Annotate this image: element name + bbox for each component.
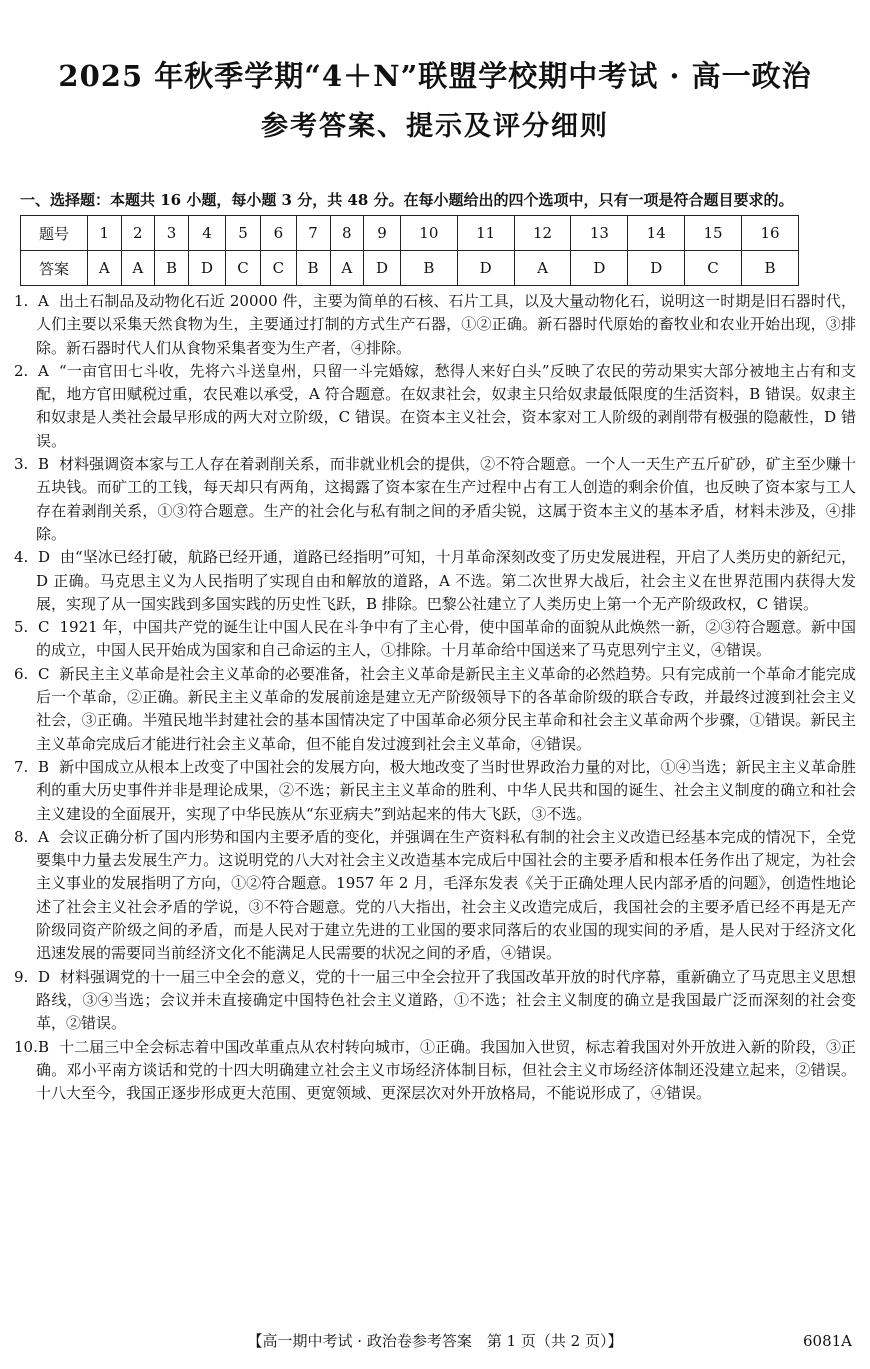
row-label-answer: 答案 [21,251,88,286]
item-text: 由“坚冰已经打破，航路已经开通，道路已经指明”可知，十月革命深刻改变了历史发展进程，开启了人类历史的新纪元，D 正确。马克思主义为人民指明了实现自由和解放的道路，A 不选。第二次世界大战后，社会主义在世界范围内获得大发展，实现了从一国实践到多国实践的历史性飞跃，B 排除。巴黎公社建立了人类历史上第一个无产阶级政权，C 错误。 [36,548,856,613]
item-answer: A [38,292,49,310]
table-cell-answer: C [261,251,296,286]
explanation-item [14,453,856,546]
document-code: 6081A [802,1332,852,1350]
explanation-item [14,616,856,663]
table-cell-answer: D [457,251,514,286]
table-cell-number: 16 [741,216,798,251]
table-cell-number: 3 [155,216,189,251]
table-cell-answer: B [155,251,189,286]
item-answer: A [38,827,49,846]
table-cell-answer: A [88,251,122,286]
table-cell-answer: B [400,251,457,286]
item-number: 5. [14,618,29,637]
answer-table [20,215,799,286]
table-cell-number: 10 [400,216,457,251]
item-answer: B [38,1037,50,1056]
table-cell-number: 5 [225,216,260,251]
section-heading: 一、选择题：本题共 16 小题，每小题 3 分，共 48 分。在每小题给出的四个选项中，只有一项是符合题目要求的。 [20,191,794,209]
table-cell-answer: C [685,251,742,286]
answer-table-answer-row [21,251,799,286]
explanation-item [14,546,856,616]
item-answer: D [38,548,51,567]
table-cell-number: 9 [364,216,401,251]
row-label-number: 题号 [21,216,88,251]
explanation-list [14,290,856,1105]
explanation-item [14,360,856,453]
page-footer: 【高一期中考试 · 政治卷参考答案 第 1 页（共 2 页）】 [247,1332,623,1350]
item-text: 1921 年，中国共产党的诞生让中国人民在斗争中有了主心骨，使中国革命的面貌从此焕然一新，②③符合题意。新中国的成立，中国人民开始成为国家和自己命运的主人，①排除。十月革命给中国送来了马克思列宁主义，④错误。 [36,618,856,660]
table-cell-number: 8 [330,216,364,251]
table-cell-number: 14 [628,216,685,251]
table-cell-answer: D [628,251,685,286]
table-cell-answer: B [296,251,330,286]
table-cell-number: 11 [457,216,514,251]
item-number: 10. [14,1037,38,1056]
explanation-item [14,1036,856,1106]
answer-table-number-row [21,216,799,251]
item-text: “一亩官田七斗收，先将六斗送皇州，只留一斗完婚嫁，愁得人来好白头”反映了农民的劳动果实大部分被地主占有和支配，地方官田赋税过重，农民难以承受，A 符合题意。在奴隶社会，奴隶主只给奴隶最低限度的生活资料，B 错误。奴隶主和奴隶是人类社会最早形成的两大对立阶级，C 错误。在资本主义社会，资本家对工人阶级的剥削带有极强的隐蔽性，D 错误。 [36,361,856,450]
table-cell-number: 12 [514,216,571,251]
table-cell-number: 1 [88,216,122,251]
table-cell-number: 7 [296,216,330,251]
explanation-item [14,826,856,966]
item-text: 材料强调资本家与工人存在着剥削关系，而非就业机会的提供，②不符合题意。一个人一天生产五斤矿砂，矿主至少赚十五块钱。而矿工的工钱，每天却只有两角，这揭露了资本家在生产过程中占有工人创造的剩余价值，也反映了资本家与工人存在着剥削关系，①③符合题意。生产的社会化与私有制之间的矛盾尖锐，这属于资本主义的基本矛盾，材料未涉及，④排除。 [36,455,856,543]
item-text: 材料强调党的十一届三中全会的意义，党的十一届三中全会拉开了我国改革开放的时代序幕，重新确立了马克思主义思想路线，③④当选；会议并未直接确定中国特色社会主义道路，①不选；社会主义制度的确立是我国最广泛而深刻的社会变革，②错误。 [36,967,856,1033]
table-cell-number: 2 [121,216,155,251]
explanation-item [14,966,856,1036]
table-cell-answer: B [741,251,798,286]
table-cell-answer: C [225,251,260,286]
item-text: 出土石制品及动物化石近 20000 件，主要为简单的石核、石片工具，以及大量动物化石，说明这一时期是旧石器时代，人们主要以采集天然食物为生，主要通过打制的方式生产石器，①②正确。新石器时代原始的畜牧业和农业开始出现，③排除。新石器时代人们从食物采集者变为生产者，④排除。 [36,292,856,357]
explanation-item [14,756,856,826]
table-cell-answer: A [121,251,155,286]
item-number: 1. [14,292,29,310]
table-cell-number: 4 [189,216,226,251]
item-number: 6. [14,664,29,683]
page-subtitle: 参考答案、提示及评分细则 [261,111,609,142]
item-number: 9. [14,967,29,986]
table-cell-number: 6 [261,216,296,251]
table-cell-answer: A [514,251,571,286]
item-answer: C [38,618,50,637]
table-cell-answer: A [330,251,364,286]
item-number: 7. [14,757,29,776]
table-cell-answer: D [571,251,628,286]
item-number: 8. [14,827,29,846]
item-text: 新中国成立从根本上改变了中国社会的发展方向，极大地改变了当时世界政治力量的对比，①④当选；新民主主义革命胜利的重大历史事件并非是理论成果，②不选；新民主主义革命的胜利、中华人民共和国的诞生、社会主义制度的确立和社会主义建设的全面展开，实现了中华民族从“东亚病夫”到站起来的伟大飞跃，③不选。 [36,757,856,823]
table-cell-answer: D [364,251,401,286]
table-cell-answer: D [189,251,226,286]
explanation-item [14,663,856,756]
item-answer: B [38,757,50,776]
item-answer: B [38,455,50,474]
item-number: 3. [14,455,29,474]
page-title: 2025 年秋季学期“4＋N”联盟学校期中考试 · 高一政治 [58,59,812,93]
item-text: 会议正确分析了国内形势和国内主要矛盾的变化，并强调在生产资料私有制的社会主义改造已经基本完成的情况下，全党要集中力量去发展生产力。这说明党的八大对社会主义改造基本完成后中国社会的主要矛盾和根本任务作出了规定，为社会主义事业的发展指明了方向，①②符合题意。1957 年 2 月，毛泽东发表《关于正确处理人民内部矛盾的问题》，创造性地论述了社会主义社会矛盾的学说，③不符合题意。党的八大指出，社会主义改造完成后，我国社会的主要矛盾已经不再是无产阶级同资产阶级之间的矛盾，而是人民对于建立先进的工业国的要求同落后的农业国的现实间的矛盾，是人民对于经济文化迅速发展的需要同当前经济文化不能满足人民需要的状况之间的矛盾，④错误。 [36,827,856,963]
item-number: 4. [14,548,29,567]
explanation-item [14,290,856,360]
table-cell-number: 15 [685,216,742,251]
item-text: 新民主主义革命是社会主义革命的必要准备，社会主义革命是新民主主义革命的必然趋势。只有完成前一个革命才能完成后一个革命，②正确。新民主主义革命的发展前途是建立无产阶级领导下的各革命阶级的联合专政，并最终过渡到社会主义社会，③正确。半殖民地半封建社会的基本国情决定了中国革命必须分民主革命和社会主义革命两个步骤，①错误。新民主主义革命完成后才能进行社会主义革命，但不能自发过渡到社会主义革命，④错误。 [36,664,856,753]
item-answer: D [38,967,51,986]
table-cell-number: 13 [571,216,628,251]
item-text: 十二届三中全会标志着中国改革重点从农村转向城市，①正确。我国加入世贸，标志着我国对外开放进入新的阶段，③正确。邓小平南方谈话和党的十四大明确建立社会主义市场经济体制目标，但社会主义市场经济体制还没建立起来，②错误。十八大至今，我国正逐步形成更大范围、更宽领域、更深层次对外开放格局，不能说形成了，④错误。 [36,1037,856,1103]
item-answer: C [38,664,50,683]
item-number: 2. [14,361,29,380]
item-answer: A [38,361,49,380]
